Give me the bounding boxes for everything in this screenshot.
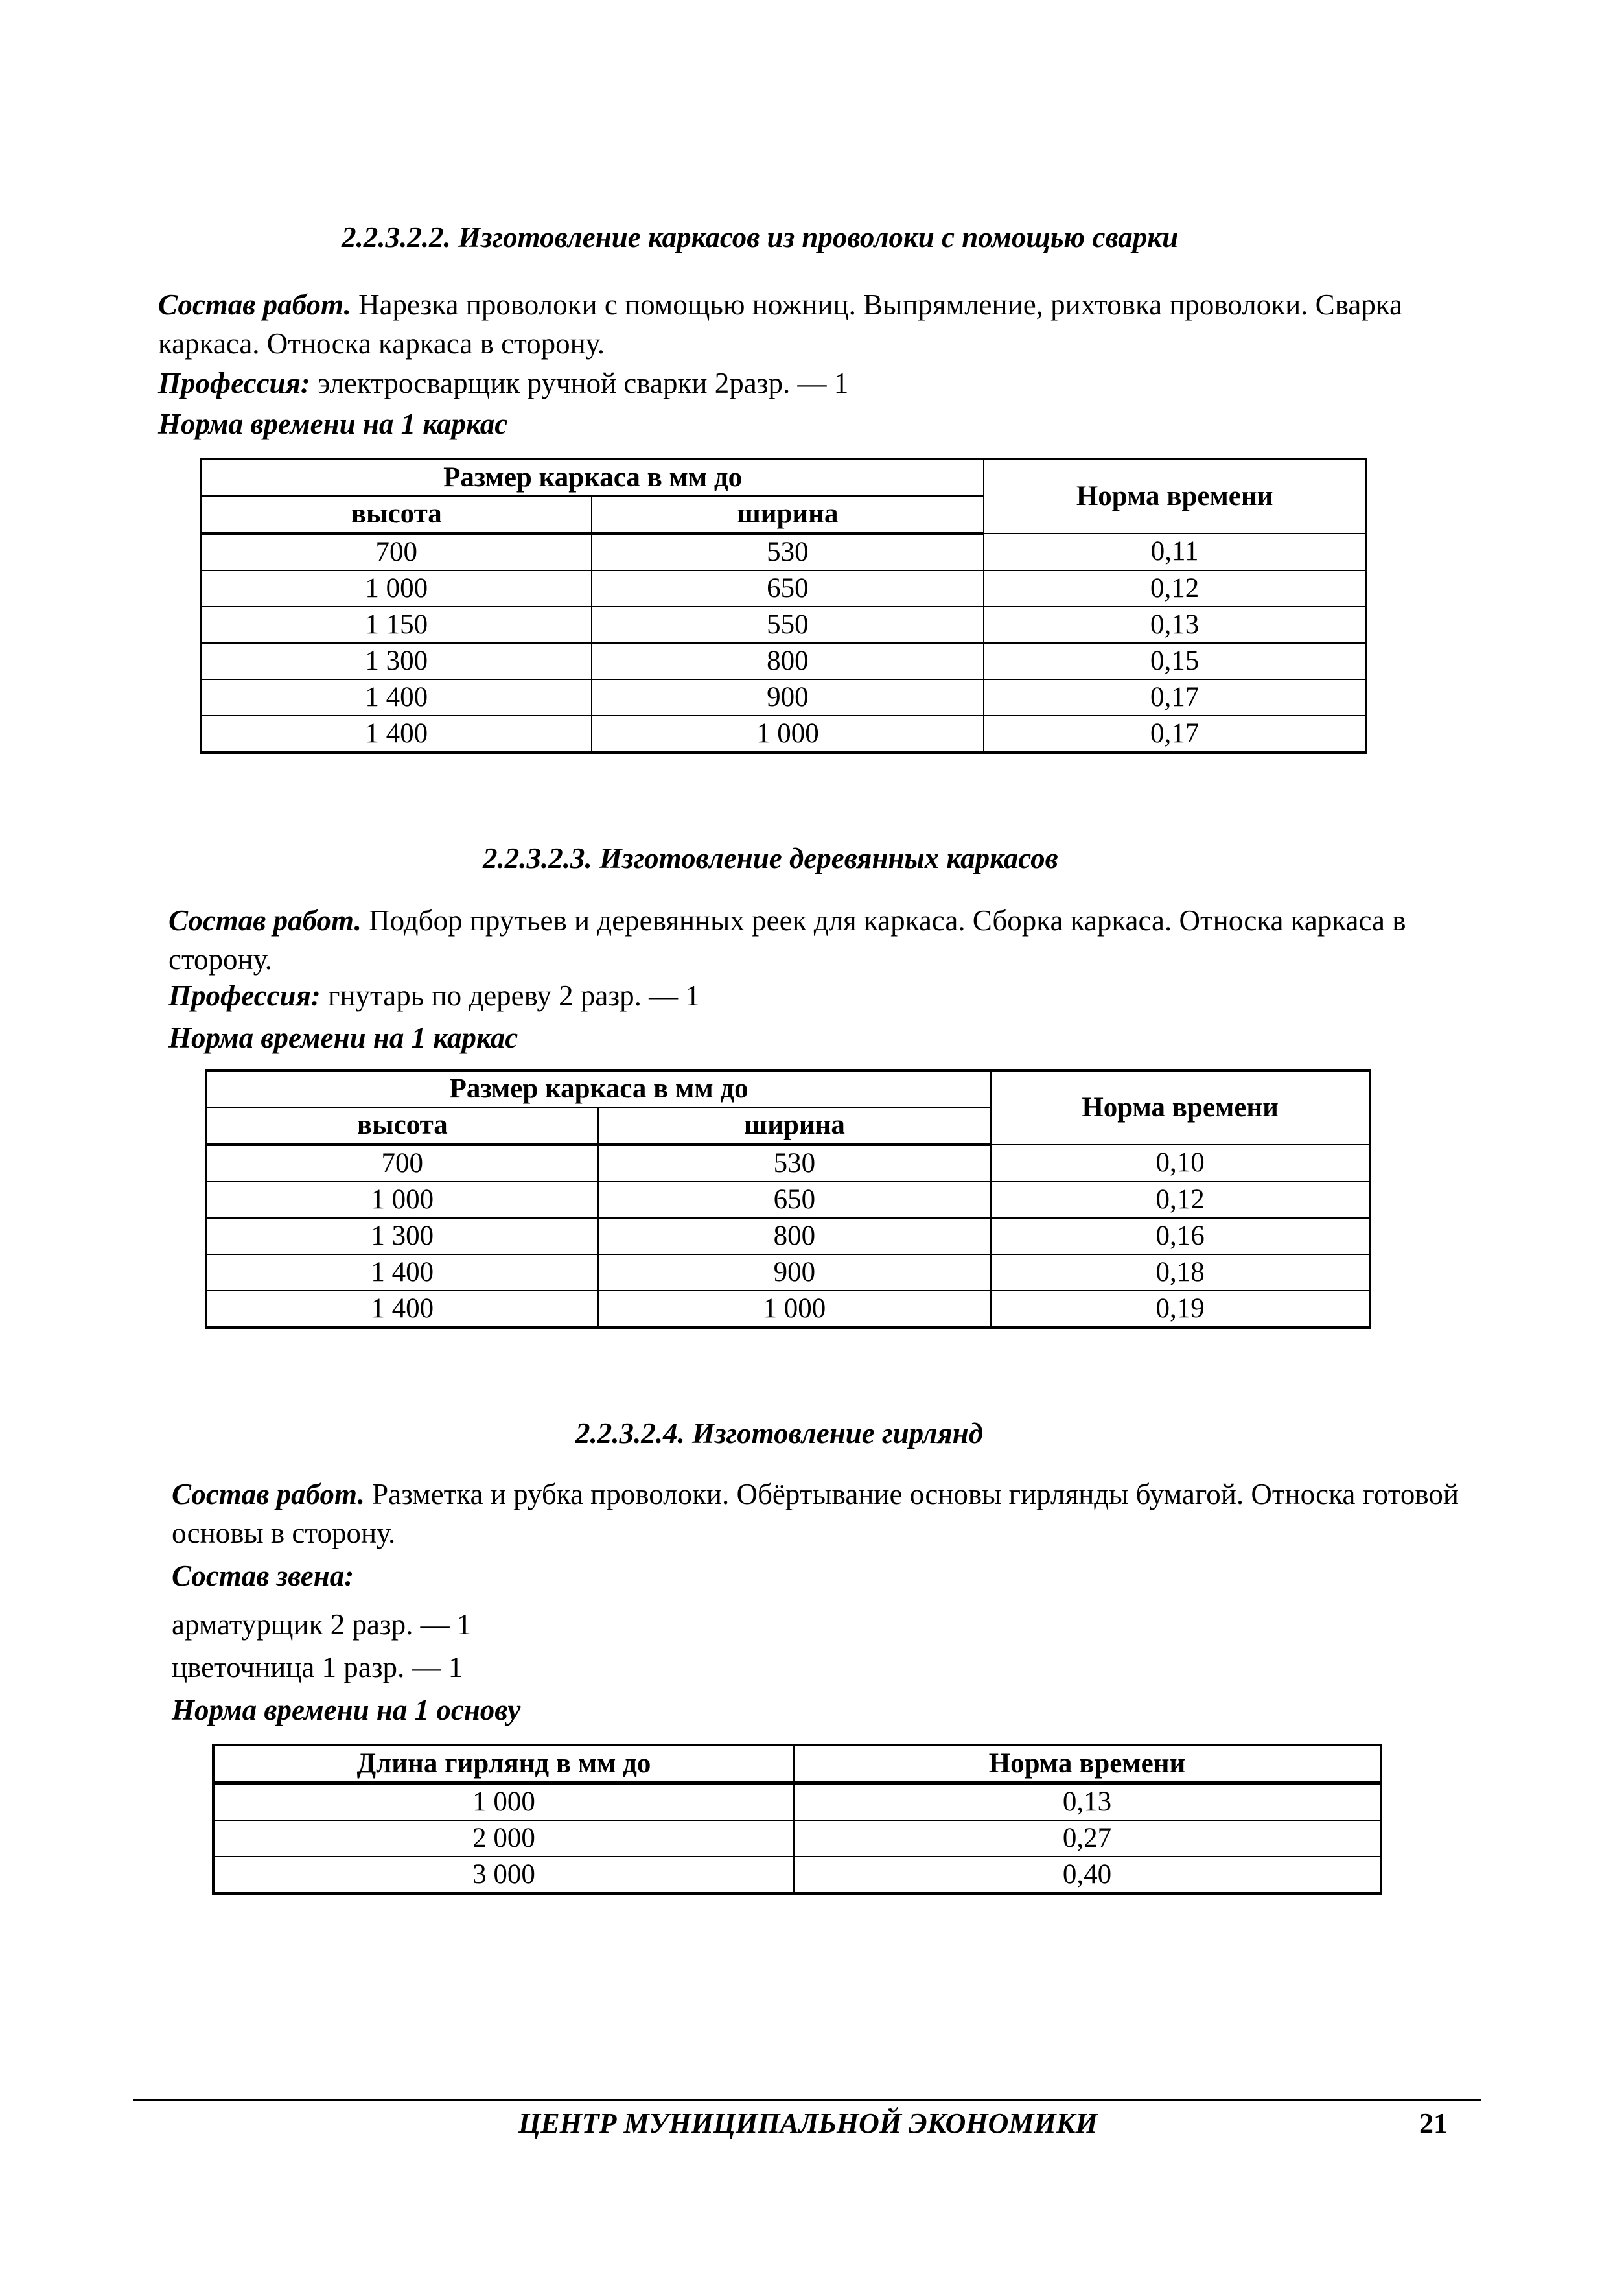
work-composition-text: Нарезка проволоки с помощью ножниц. Выпрямление, рихтовка проволоки. Сварка каркаса. Относка каркаса в сторону. xyxy=(158,288,1402,360)
work-composition-label: Состав работ. xyxy=(172,1478,365,1510)
cell-width: 1 000 xyxy=(598,1291,992,1328)
cell-norm: 0,12 xyxy=(991,1182,1370,1218)
table-header-height: высота xyxy=(201,496,592,533)
table-row xyxy=(201,716,1366,753)
cell-width: 900 xyxy=(598,1254,992,1291)
cell-height: 700 xyxy=(206,1145,598,1182)
cell-norm: 0,40 xyxy=(794,1857,1381,1893)
cell-width: 530 xyxy=(592,533,984,571)
cell-width: 800 xyxy=(598,1218,992,1254)
table-header-width: ширина xyxy=(592,496,984,533)
norm-caption-1: Норма времени на 1 каркас xyxy=(158,408,508,440)
cell-norm: 0,13 xyxy=(984,607,1366,643)
table-header-norm: Норма времени xyxy=(991,1070,1370,1145)
section-heading-2: 2.2.3.2.3. Изготовление деревянных каркасов xyxy=(483,842,1058,874)
cell-norm: 0,12 xyxy=(984,570,1366,607)
cell-norm: 0,17 xyxy=(984,716,1366,753)
cell-norm: 0,27 xyxy=(794,1820,1381,1857)
table-row xyxy=(206,1254,1370,1291)
work-composition-text: Подбор прутьев и деревянных реек для каркаса. Сборка каркаса. Относка каркаса в сторону. xyxy=(168,904,1406,976)
cell-width: 650 xyxy=(598,1182,992,1218)
cell-height: 1 400 xyxy=(201,716,592,753)
cell-width: 800 xyxy=(592,643,984,679)
cell-norm: 0,11 xyxy=(984,533,1366,571)
table-group-header: Размер каркаса в мм до xyxy=(206,1070,991,1107)
cell-width: 650 xyxy=(592,570,984,607)
norm-table-1 xyxy=(200,458,1367,754)
table-row xyxy=(201,607,1366,643)
table-header-norm: Норма времени xyxy=(794,1745,1381,1783)
work-composition-2 xyxy=(168,901,1458,979)
cell-length: 2 000 xyxy=(213,1820,794,1857)
work-composition-label: Состав работ. xyxy=(168,904,362,937)
work-composition-text: Разметка и рубка проволоки. Обёртывание основы гирлянды бумагой. Относка готовой основы в сторону. xyxy=(172,1478,1459,1549)
table-header-width: ширина xyxy=(598,1107,992,1145)
cell-length: 1 000 xyxy=(213,1783,794,1821)
profession-label: Профессия: xyxy=(168,979,321,1012)
cell-width: 530 xyxy=(598,1145,992,1182)
cell-height: 1 150 xyxy=(201,607,592,643)
cell-width: 900 xyxy=(592,679,984,716)
cell-norm: 0,15 xyxy=(984,643,1366,679)
table-row xyxy=(213,1857,1381,1893)
table-header-height: высота xyxy=(206,1107,598,1145)
footer-title: ЦЕНТР МУНИЦИПАЛЬНОЙ ЭКОНОМИКИ xyxy=(518,2107,1098,2139)
cell-norm: 0,18 xyxy=(991,1254,1370,1291)
cell-length: 3 000 xyxy=(213,1857,794,1893)
table-group-header: Размер каркаса в мм до xyxy=(201,459,984,496)
section-heading-3: 2.2.3.2.4. Изготовление гирлянд xyxy=(575,1417,983,1449)
cell-width: 1 000 xyxy=(592,716,984,753)
table-row xyxy=(206,1145,1370,1182)
cell-norm: 0,19 xyxy=(991,1291,1370,1328)
cell-norm: 0,13 xyxy=(794,1783,1381,1821)
cell-norm: 0,10 xyxy=(991,1145,1370,1182)
crew-composition-label: Состав звена: xyxy=(172,1560,354,1592)
cell-width: 550 xyxy=(592,607,984,643)
table-header-length: Длина гирлянд в мм до xyxy=(213,1745,794,1783)
cell-height: 1 400 xyxy=(206,1254,598,1291)
cell-height: 1 300 xyxy=(206,1218,598,1254)
table-row xyxy=(201,643,1366,679)
norm-caption-2: Норма времени на 1 каркас xyxy=(168,1022,518,1054)
table-row xyxy=(206,1218,1370,1254)
cell-height: 1 400 xyxy=(201,679,592,716)
cell-height: 700 xyxy=(201,533,592,571)
profession-text: гнутарь по дереву 2 разр. — 1 xyxy=(320,979,700,1012)
cell-height: 1 000 xyxy=(206,1182,598,1218)
cell-norm: 0,17 xyxy=(984,679,1366,716)
profession-label: Профессия: xyxy=(158,367,310,399)
table-row xyxy=(206,1182,1370,1218)
work-composition-label: Состав работ. xyxy=(158,288,351,321)
table-row xyxy=(206,1291,1370,1328)
profession-1 xyxy=(158,366,848,400)
profession-2 xyxy=(168,979,700,1013)
profession-text: электросварщик ручной сварки 2разр. — 1 xyxy=(310,367,849,399)
cell-norm: 0,16 xyxy=(991,1218,1370,1254)
cell-height: 1 300 xyxy=(201,643,592,679)
footer-rule xyxy=(133,2099,1481,2101)
table-row xyxy=(201,533,1366,571)
norm-table-2 xyxy=(205,1069,1371,1329)
table-header-norm: Норма времени xyxy=(984,459,1366,533)
page-number: 21 xyxy=(1419,2107,1448,2139)
cell-height: 1 000 xyxy=(201,570,592,607)
crew-member: арматурщик 2 разр. — 1 xyxy=(172,1608,472,1641)
table-row xyxy=(213,1820,1381,1857)
table-row xyxy=(201,679,1366,716)
norm-table-3 xyxy=(212,1744,1382,1895)
norm-caption-3: Норма времени на 1 основу xyxy=(172,1694,521,1726)
work-composition-3 xyxy=(172,1475,1461,1553)
table-row xyxy=(201,570,1366,607)
crew-member: цветочница 1 разр. — 1 xyxy=(172,1651,463,1683)
work-composition-1 xyxy=(158,285,1454,363)
section-heading-1: 2.2.3.2.2. Изготовление каркасов из проволоки с помощью сварки xyxy=(342,221,1179,253)
cell-height: 1 400 xyxy=(206,1291,598,1328)
table-row xyxy=(213,1783,1381,1821)
